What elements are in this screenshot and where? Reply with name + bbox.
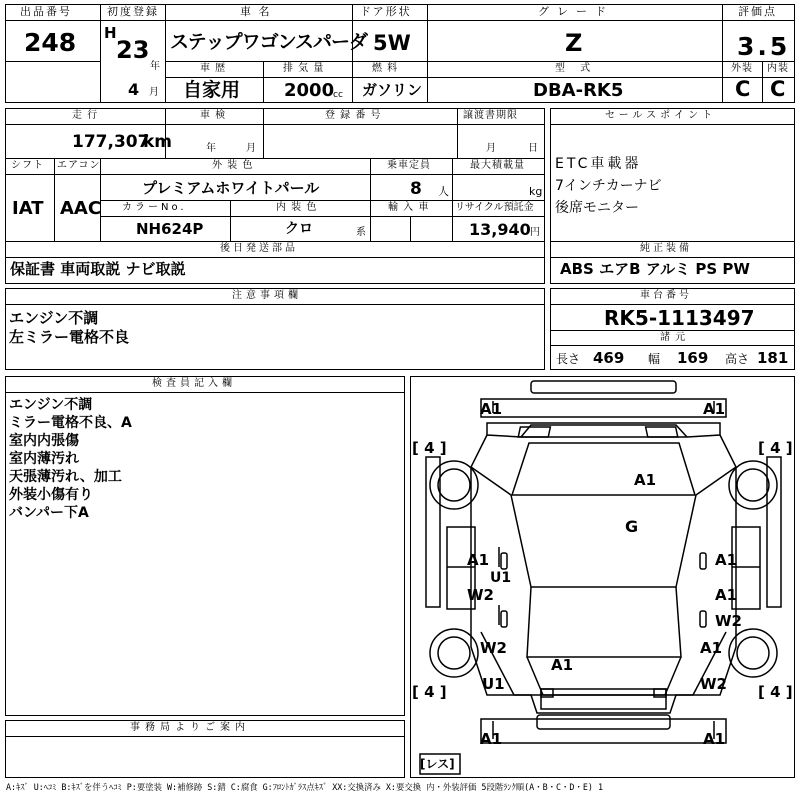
score-value: 3.5 — [737, 32, 791, 61]
damage-right-mid: A1 — [715, 586, 738, 604]
tire-rl: [ 4 ] — [412, 683, 447, 701]
transfer-month-unit: 月 — [486, 143, 496, 154]
capacity-value: 8 — [410, 179, 422, 199]
length-value: 469 — [593, 349, 625, 367]
delivery-value: 保証書 車両取説 ナビ取説 — [10, 260, 186, 278]
sales-point: 7インチカーナビ — [555, 178, 662, 194]
equipment-label: 純正装備 — [640, 243, 692, 254]
tire-fr: [ 4 ] — [758, 439, 793, 457]
damage-rear-right: A1 — [703, 730, 726, 748]
damage-front-right: A1 — [703, 400, 726, 418]
width-label: 幅 — [648, 352, 661, 366]
era: H — [104, 24, 117, 42]
fuel-label: 燃 料 — [372, 63, 399, 74]
height-label: 高さ — [725, 352, 750, 366]
ext-color-label: 外 装 色 — [212, 160, 254, 171]
type-value: DBA-RK5 — [533, 80, 624, 101]
equipment-value: ABS エアB アルミ PS PW — [560, 260, 750, 278]
history-label: 車 歴 — [200, 63, 227, 74]
int-grade-value: C — [770, 77, 786, 101]
ext-grade-label: 外装 — [731, 63, 753, 74]
int-color-suffix: 系 — [356, 227, 366, 238]
model-label: 車 名 — [240, 5, 272, 18]
ac-value: AAC — [60, 198, 102, 219]
inspector-line: バンパー下A — [9, 505, 89, 521]
damage-front-left: A1 — [480, 400, 503, 418]
car-diagram — [410, 376, 795, 778]
spare-tire: [レス] — [420, 757, 455, 771]
dims-label: 諸 元 — [660, 332, 687, 343]
reg-month: 4 — [128, 80, 140, 99]
inspector-line: 室内薄汚れ — [9, 451, 79, 467]
inspection-month-unit: 月 — [246, 143, 256, 154]
int-color-label: 内 装 色 — [276, 202, 318, 213]
doors-label: ドア形状 — [360, 5, 412, 18]
reg-year: 23 — [116, 36, 150, 64]
sales-points — [555, 153, 662, 219]
recycle-label: リサイクル預託金 — [455, 202, 534, 213]
inspector-line: エンジン不調 — [9, 397, 93, 413]
month-unit: 月 — [149, 87, 159, 98]
shift-label: シフト — [11, 160, 44, 171]
sales-point: ETC車載器 — [555, 156, 642, 172]
ext-color-value: プレミアムホワイトパール — [142, 179, 320, 197]
displacement-label: 排 気 量 — [283, 63, 325, 74]
load-label: 最大積載量 — [470, 160, 525, 171]
grade-label: グレード — [538, 5, 614, 18]
sales-point: 後席モニター — [555, 200, 639, 216]
damage-right-quarter: A1 — [700, 639, 723, 657]
caution-label: 注意事項欄 — [232, 290, 302, 301]
damage-right-rocker: W2 — [700, 675, 727, 693]
transfer-label: 譲渡書期限 — [463, 110, 518, 121]
legend: A:ｷｽﾞ U:ﾍｺﾐ B:ｷｽﾞを伴うﾍｺﾐ P:要塗装 W:補修跡 S:錆 C:腐食 G:ﾌﾛﾝﾄｶﾞﾗｽ点ｷｽﾞ XX:交換済み X:要交換 内・外装評価 5段階ﾗﾝｸ順(A・B・C・D・E) 1 — [6, 782, 604, 792]
length-label: 長さ — [556, 352, 581, 366]
inspector-line: 室内内張傷 — [9, 433, 79, 449]
type-label: 型 式 — [555, 63, 597, 74]
inspector-lines — [9, 396, 132, 522]
import-label: 輸 入 車 — [388, 202, 430, 213]
recycle-value: 13,940 — [469, 220, 531, 239]
damage-left-rear-door: W2 — [467, 586, 494, 604]
damage-roof: A1 — [634, 471, 657, 489]
tire-fl-value: 4 — [424, 439, 435, 457]
ac-label: エアコン — [57, 160, 101, 171]
model-name: ステップワゴンスパーダ — [170, 31, 368, 53]
caution-line: 左ミラー電格不良 — [9, 328, 130, 346]
inspection-label: 車 検 — [200, 110, 227, 121]
damage-left-quarter: W2 — [480, 639, 507, 657]
transfer-day-unit: 日 — [528, 143, 538, 154]
car-outline — [411, 377, 796, 779]
shift-value: IAT — [12, 198, 44, 219]
grade-value: Z — [565, 29, 583, 57]
damage-right-front-door: A1 — [715, 551, 738, 569]
reg-no-label: 登 録 番 号 — [325, 110, 382, 121]
history-value: 自家用 — [183, 79, 241, 101]
chassis-number: RK5-1113497 — [604, 306, 755, 330]
displacement-value: 2000 — [284, 80, 335, 101]
ext-grade-value: C — [735, 77, 751, 101]
tire-fl: [ 4 ] — [412, 439, 447, 457]
width-value: 169 — [677, 349, 709, 367]
capacity-label: 乗車定員 — [387, 160, 431, 171]
damage-rear-center: A1 — [551, 656, 574, 674]
lot-label: 出品番号 — [20, 5, 72, 18]
damage-left-front-door-2: U1 — [490, 570, 512, 586]
lot-number: 248 — [24, 28, 77, 57]
height-value: 181 — [757, 349, 789, 367]
int-grade-label: 内装 — [767, 63, 789, 74]
mileage-label: 走 行 — [72, 110, 99, 121]
mileage-unit: km — [143, 132, 173, 152]
caution-lines — [9, 309, 129, 347]
tire-fr-value: 4 — [770, 439, 781, 457]
damage-left-rocker: U1 — [482, 675, 505, 693]
capacity-unit: 人 — [438, 185, 449, 198]
inspector-line: 天張薄汚れ、加工 — [9, 469, 122, 485]
office-label: 事務局よりご案内 — [130, 722, 250, 733]
damage-right-rear-door: W2 — [715, 612, 742, 630]
year-unit: 年 — [150, 61, 160, 72]
tire-rr-value: 4 — [770, 683, 781, 701]
sales-label: セールスポイント — [605, 110, 717, 121]
score-label: 評価点 — [738, 5, 777, 18]
color-no-label: カラーNo. — [122, 202, 187, 213]
inspector-label: 検査員記入欄 — [152, 378, 236, 389]
delivery-label: 後日発送部品 — [220, 243, 298, 254]
caution-line: エンジン不調 — [9, 309, 99, 327]
tire-rr: [ 4 ] — [758, 683, 793, 701]
inspector-line: 外装小傷有り — [9, 487, 93, 503]
inspection-year-unit: 年 — [206, 143, 216, 154]
damage-windshield: G — [625, 517, 639, 536]
inspector-line: ミラー電格不良、A — [9, 415, 132, 431]
color-no-value: NH624P — [136, 220, 204, 238]
doors-value: 5W — [373, 31, 411, 55]
displacement-unit: cc — [333, 90, 343, 100]
recycle-unit: 円 — [530, 227, 540, 238]
damage-rear-left: A1 — [480, 730, 503, 748]
spare-value: レス — [425, 757, 450, 771]
load-unit: kg — [529, 185, 543, 198]
mileage-value: 177,307 — [72, 132, 150, 152]
first-reg-label: 初度登録 — [107, 5, 159, 18]
fuel-value: ガソリン — [362, 81, 423, 99]
int-color-value: クロ — [285, 221, 313, 237]
chassis-label: 車台番号 — [640, 290, 692, 301]
tire-rl-value: 4 — [424, 683, 435, 701]
damage-left-front-door: A1 — [467, 551, 490, 569]
